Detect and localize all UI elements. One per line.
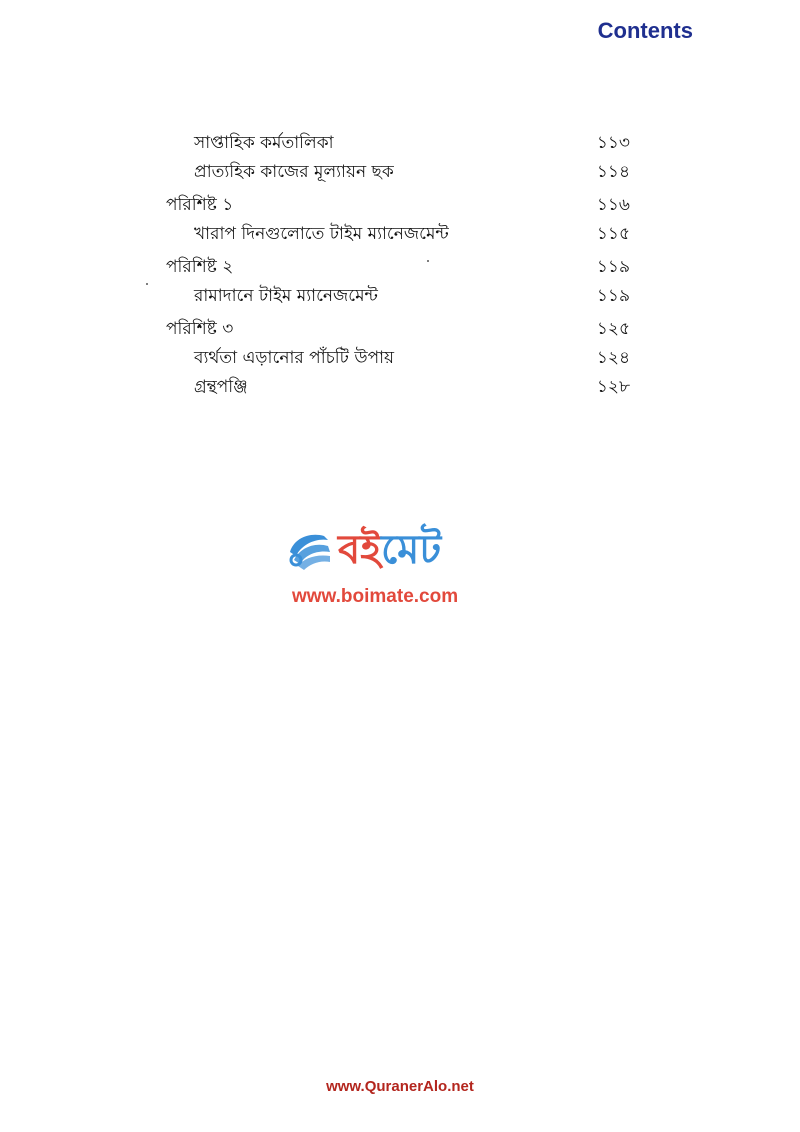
toc-section[interactable] bbox=[166, 192, 630, 221]
toc-entry-title: গ্রন্থপঞ্জি bbox=[194, 377, 248, 397]
toc-entry-title: খারাপ দিনগুলোতে টাইম ম্যানেজমেন্ট bbox=[194, 224, 449, 244]
toc-section-page: ১২৫ bbox=[596, 319, 630, 339]
toc-entry[interactable] bbox=[166, 374, 630, 403]
watermark-brand-part1: বই bbox=[338, 527, 382, 573]
toc-section-title: পরিশিষ্ট ১ bbox=[166, 195, 234, 215]
toc-entry[interactable] bbox=[166, 159, 630, 188]
toc-section[interactable] bbox=[166, 316, 630, 345]
scan-speck bbox=[427, 260, 429, 262]
table-of-contents bbox=[166, 130, 630, 403]
toc-entry-page: ১২৮ bbox=[596, 377, 630, 397]
toc-entry[interactable] bbox=[166, 130, 630, 159]
toc-section-page: ১১৯ bbox=[596, 257, 630, 277]
toc-entry[interactable] bbox=[166, 345, 630, 374]
toc-entry-page: ১১৪ bbox=[596, 162, 630, 182]
toc-entry-page: ১২৪ bbox=[596, 348, 630, 368]
toc-entry[interactable] bbox=[166, 221, 630, 250]
toc-entry-page: ১১৩ bbox=[596, 133, 630, 153]
scan-speck bbox=[146, 283, 148, 285]
toc-section-title: পরিশিষ্ট ৩ bbox=[166, 319, 234, 339]
watermark-brand bbox=[338, 524, 441, 576]
book-logo-icon bbox=[284, 524, 336, 576]
toc-entry-page: ১১৫ bbox=[596, 224, 630, 244]
footer-url: www.QuranerAlo.net bbox=[326, 1078, 474, 1095]
toc-section-page: ১১৬ bbox=[596, 195, 630, 215]
toc-entry[interactable] bbox=[166, 283, 630, 312]
contents-heading: Contents bbox=[597, 18, 693, 43]
toc-section[interactable] bbox=[166, 254, 630, 283]
watermark-logo-row bbox=[284, 520, 514, 580]
toc-entry-title: ব্যর্থতা এড়ানোর পাঁচটি উপায় bbox=[194, 348, 395, 368]
toc-entry-page: ১১৯ bbox=[596, 286, 630, 306]
watermark-url: www.boimate.com bbox=[292, 586, 459, 607]
watermark-brand-part2: মেট bbox=[381, 527, 442, 573]
toc-entry-title: প্রাত্যহিক কাজের মূল্যায়ন ছক bbox=[194, 162, 394, 182]
toc-section-title: পরিশিষ্ট ২ bbox=[166, 257, 234, 277]
toc-entry-title: রামাদানে টাইম ম্যানেজমেন্ট bbox=[194, 286, 378, 306]
toc-entry-title: সাপ্তাহিক কর্মতালিকা bbox=[194, 133, 334, 153]
boimate-watermark bbox=[284, 520, 514, 612]
